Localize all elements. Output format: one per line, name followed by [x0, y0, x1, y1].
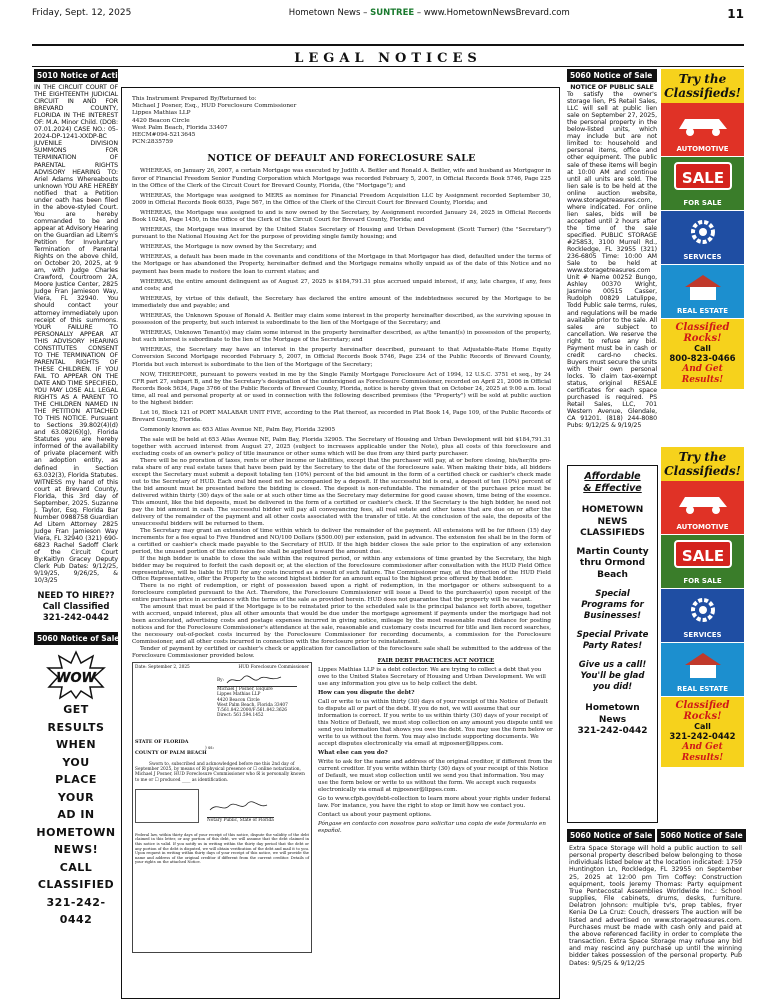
notice-paragraph: WHEREAS, Unknown Tenant(s) may claim some interest in the property hereinafter described, as a/the tenant(s) in possession of the property, but such interest is subordinate to the lien of the Mortgage of the Secretary; and: [132, 330, 551, 344]
sale-sign-text: SALE: [681, 547, 724, 565]
notice-paragraph: WHEREAS, the Mortgage was insured by the United States Secretary of Housing and Urban Development (Scott Turner) (the "Secretary") pursuant to the National Housing Act for the purpose of providing single family housing; and: [132, 227, 551, 241]
notice-paragraph: There will be no proration of taxes, rents or other income or liabilities, except that the purchaser will pay, at or before closing, his/her/its pro-rata share of any real estate taxes that have been paid by the Secretary to the date of the foreclosure sale. When making their bids, all bidders except the Secretary must submit a deposit totaling ten (10%) percent of the bid amount in the form of a certified check or cashier's check made out to the Secretary of HUD. Each oral bid need not be accompanied by a deposit. If the successful bid is oral, a deposit of ten (10%) percent of the bid amount must be presented before the bidding is closed. The deposit is non-refundable. The remainder of the purchase price must be delivered within thirty (30) days of the sale or at such other time as the Secretary may determine for good cause shown, time being of the essence. This amount, like the bid deposits, must be delivered in the form of a certified or cashier's check. If the Secretary is the high bidder, he need not pay the bid amount in cash. The successful bidder will pay all conveyancing fees, all real estate and other taxes that are due on or after the delivery of the remainder of the payment and all other costs associated with the transfer of title. At the conclusion of the sale, the deposits of the unsuccessful bidders will be returned to them.: [132, 458, 551, 527]
notice-paragraph: WHEREAS, by virtue of this default, the Secretary has declared the entire amount of the indebtedness secured by the Mortgage to be immediately due and payable; and: [132, 295, 551, 309]
automotive-tile: AUTOMOTIVE: [661, 103, 744, 157]
notice-paragraph: If the high bidder is unable to close the sale within the required period, or within any extensions of time granted by the Secretary, the high bidder may be required to forfeit the cash deposit or, at the election of the foreclosure commissioner after consultation with the HUD Field Office representative, will be liable to HUD for any costs incurred as a result of such failure. The Commissioner may, at the direction of the HUD Field Office Representative, offer the Property to the second highest bidder for an amount equal to the highest price offered by that bidder.: [132, 555, 551, 583]
notice-paragraph: The sale will be held at 653 Atlas Avenue NE, Palm Bay, Florida 32905. The Secretary of Housing and Urban Development will bid $184,791.31 together with accrued interest from August 27, 2025 (subject to increases applicable under the Note), plus all costs of this foreclosure and excluding costs of an owner's policy of title insurance or other sums which will be due from any third party purchaser.: [132, 437, 551, 458]
notice-of-sale-label: 5060 Notice of Sale: [34, 632, 118, 645]
notice-paragraph: WHEREAS, the Mortgage is now owned by the Secretary; and: [140, 244, 317, 251]
public-sale-label: 5060 Notice of Sale: [567, 69, 657, 82]
left-column: [34, 69, 129, 999]
call-box: Classified Rocks! Call 800-823-0466 And Get Results!: [661, 319, 744, 389]
get-results-ad: GET RESULTS WHEN YOU PLACE YOUR AD IN HOMETOWN NEWS! CALL CLASSIFIED 321-242-0442: [36, 703, 116, 927]
notice-title: NOTICE OF DEFAULT AND FORECLOSURE SALE: [207, 153, 476, 165]
notice-of-action-text: IN THE CIRCUIT COURT OF THE EIGHTEENTH JUDICIAL CIRCUIT IN AND FOR BREVARD COUNTY, FLORIDA IN THE INTEREST OF: M.A. Minor Child. (DOB: 07.01.2024) CASE NO.: 05-2024-DP-1241-XXDP-BC JUVENILE DIVISION SUMMONS FOR TERMINATION OF PARENTAL RIGHTS ADVISORY HEARING TO: Ariel Adams Whereabouts unknown YOU ARE HEREBY notified that a Petition under oath has been filed in the above-styled Court. You are hereby commanded to be and appear at Advisory Hearing on the Guardian ad Litem's Petition for Involuntary Termination of Parental Rights on the above child, on October 20, 2025, at 9 am, with Judge Charles Crawford, Courtroom 2A, Moore Justice Center, 2825 Judge Fran Jamieson Way, Viera, FL 32940. You should contact your attorney immediately upon receipt of this summons. YOUR FAILURE TO PERSONALLY APPEAR AT THIS ADVISORY HEARING CONSTITUTES CONSENT TO THE TERMINATION OF PARENTAL RIGHTS OF THESE CHILDREN. IF YOU FAIL TO APPEAR ON THE DATE AND TIME SPECIFIED, YOU MAY LOSE ALL LEGAL RIGHTS AS A PARENT TO THE CHILDREN NAMED IN THE PETITION ATTACHED TO THIS NOTICE. Pursuant to Sections 39.802(4)(d) and 63.082(6)(g), Florida Statutes you are hereby informed of the availability of private placement with an adoption entity, as defined in Section 63.032(3), Florida Statutes. WITNESS my hand of this court at Brevard County, Florida, this 3rd day of September, 2025. Suzanne J. Taylor, Esq. Florida Bar Number 0988758 Guardian Ad Litem Attorney 2825 Judge Fran Jamieson Way Viera, FL 32940 (321) 690-6823 Rachel Sadoff Clerk of the Circuit Court By:Kaitlyn Gracey Deputy Clerk Pub Dates: 9/12/25, 9/19/25, 9/26/25, & 10/3/25: [34, 84, 118, 585]
notice-body: [132, 168, 551, 660]
notice-paragraph: WHEREAS, the Secretary may have an interest in the property hereinafter described, pursuant to that Adjustable-Rate Home Equity Conversion Second Mortgage recorded February 5, 2007, in Official Records Book 5746, Page 234 of the Public Records of Brevard County, Florida but such interest is subordinate to the lien of the Mortgage of the Secretary;: [132, 347, 551, 368]
fdcpa-heading: FAIR DEBT PRACTICES ACT NOTICE: [377, 657, 495, 664]
gear-icon: [683, 597, 723, 623]
signature-block: By: Michael J Posner, Esquire Lippes Mathias LLP 4420 Beacon Circle West Palm Beach, Florida 33407 T:561.842.2000/F:561.842.3626 Direct: 561.594.1452: [217, 674, 309, 718]
notice-paragraph: NOW, THEREFORE, pursuant to powers vested in me by the Single Family Mortgage Foreclosure Act of 1994, 12 U.S.C. 3751 et seq., by 24 CFR part 27, subpart B, and by the Secretary's designation of the undersigned as Foreclosure Commissioner, recorded on April 21, 2006 in Official Records Book 5634, Page 3766 of the Public Records of Brevard County, Florida, notice is hereby given that on October 24, 2025 at 9:00 a.m. local time, all real and personal property at or used in connection with the following described premises (the "Property") will be sold at public auction to the highest bidder:: [132, 371, 551, 407]
notary-block: Notary Public, State of Florida: [135, 789, 309, 823]
issue-date: Friday, Sept. 12, 2025: [32, 8, 132, 18]
notice-of-action-label: 5010 Notice of Action: [34, 69, 118, 82]
sale-sign-icon: [673, 539, 733, 569]
house-icon: [681, 651, 725, 679]
gear-icon: [683, 219, 723, 245]
notary-signature-icon: [207, 800, 269, 814]
notice-of-sale-label: 5060 Notice of Sale: [567, 829, 655, 842]
sale-sign-icon: [673, 161, 733, 191]
foreclosure-notice: [121, 87, 560, 999]
notice-paragraph: The Secretary may grant an extension of time within which to deliver the remainder of the payment. All extensions will be for fifteen (15) day increments for a fee equal to Five Hundred and NO/100 Dollars ($500.00) per extension, paid in advance. The extension fee shall be in the form of a certified or cashier's check made payable to the Secretary of HUD. If the high bidder closes the sale prior to the expiration of any extension period, the unused portion of the extension fee shall be applied toward the amount due.: [132, 527, 551, 555]
notice-paragraph: Tender of payment by certified or cashier's check or application for cancellation of the foreclosure sale shall be submitted to the address of the Foreclosure Commissioner provided below.: [132, 646, 551, 659]
public-sale-notice: NOTICE OF PUBLIC SALE To satisfy the owner's storage lien, PS Retail Sales, LLC will sell at public lien sale on September 27, 2025, the personal property in the below-listed units, which may include but are not limited to: household and personal items, office and other equipment. The public sale of these items will begin at 10:00 AM and continue until all units are sold. The lien sale is to be held at the online auction website, www.storagetreasures.com, where indicated. For online lien sales, bids will be accepted until 2 hours after the time of the sale specified. PUBLIC STORAGE #25853, 3100 Murrell Rd., Rockledge, FL 32955 (321) 236-6805 Time: 10:00 AM Sale to be held at www.storagetreasures.com Unit # Name 00252 Bungo, Ashley 00370 Wright, Jasmine 00515 Casser, Rudolph 00829 Latulippe, Todd Public sale terms, rules, and regulations will be made available prior to the sale. All sales are subject to cancellation. We reserve the right to refuse any bid. Payment must be in cash or credit card-no checks. Buyers must secure the units with their own personal locks. To claim tax-exempt status, original RESALE certificates for each space purchased is required. PS Retail Sales, LLC, 701 Western Avenue, Glendale, CA 91201. (818) 244-8080 Pubs: 9/12/25 & 9/19/25: [567, 84, 657, 430]
notice-paragraph: There is no right of redemption, or right of possession based upon a right of redemption, in the mortgagor or others subsequent to a foreclosure completed pursuant to the Act. Therefore, the Foreclosure Commissioner will issue a Deed to the purchaser(s) upon receipt of the entire purchase price in accordance with the terms of the sale as provided herein. HUD does not guarantee that the property will be vacant.: [132, 583, 551, 604]
notice-paragraph: WHEREAS, the entire amount delinquent as of August 27, 2025 is $184,791.31 plus accrued unpaid interest, if any, late charges, if any, fees and costs; and: [132, 278, 551, 292]
phone-number: 321-242-0442: [669, 732, 736, 742]
page-number: 11: [727, 7, 744, 21]
edition-name: SUNTREE: [370, 8, 415, 18]
notice-label-row: [567, 829, 744, 842]
wow-text: WOW: [56, 671, 96, 687]
phone-number: 800-823-0466: [669, 354, 736, 364]
masthead-line: Hometown News – SUNTREE – www.HometownNewsBrevard.com: [288, 8, 570, 18]
notice-paragraph: WHEREAS, on January 26, 2007, a certain Mortgage was executed by Judith A. Beitler and Ronald A. Beitler, wife and husband as Mortgagor in favor of Financial Freedom Senior Funding Corporation which Mortgage was recorded February 5, 2007, in Official Records Book 5746, Page 225 in the Office of the Clerk of the Circuit Court for Brevard County, Florida, (the "Mortgage"); and: [132, 168, 551, 189]
house-icon: [681, 273, 725, 301]
car-icon: [675, 489, 731, 515]
try-classifieds-heading: Try the Classifieds!: [661, 69, 744, 103]
notice-paragraph: The amount that must be paid if the Mortgage is to be reinstated prior to the scheduled sale is the principal balance set forth above, together with accrued, unpaid interest, plus all other amounts that would be due under the mortgage agreement if payments under the mortgage had not been accelerated, advertising costs and postage expenses incurred in giving notice, mileage by the most reasonable road distance for posting notices and for the Foreclosure Commissioner's attendance at the sale, reasonable and customary costs incurred for title and lien record searches, the necessary out-of-pocket costs incurred by the Foreclosure Commissioner for recording documents, a commission for the Foreclosure Commissioner, and all other costs incurred in connection with the foreclosure prior to reinstatement.: [132, 604, 551, 646]
real-estate-tile: REAL ESTATE: [661, 265, 744, 319]
notice-paragraph: WHEREAS, a default has been made in the covenants and conditions of the Mortgage in that Mortgagor has died, defaulted under the terms of the Mortgage or has abandoned the Property, hereinafter defined and the Mortgage remains wholly unpaid as of the date of this Notice and no payment has been made to restore the loan to current status; and: [132, 254, 551, 275]
affidavit-image: Date: September 2, 2025 HUD Foreclosure Commissioner By: Michael J Posner, Esquire Lippes Mathias LLP 4420 Beacon Circle West Palm Beach, Florida 33407 T:561.842.2000/F:561.842.3626 Direct: 561.594.1452 STATE OF FLORIDA ) ss: COUNTY OF PALM BEACH Sworn to, subscribed and acknowledged before me this 2nd day of September 2025, by means of ☒ physical presence or ☐ online notarization, Michael J Posner, HUD Foreclosure Commissioner who ☒ is personally known to me or ☐ produced ____ as identification. Notary Public, State of Florida Federal law, within thirty days of your receipt of this notice, dispute the validity of the debt claimed in this letter, or any portion of this debt, we will assume that the debt claimed in this notice is valid. If you notify us in writing within the thirty day period that the debt or any portion of the debt is disputed, we will obtain verification of the debt and mail it to you. Upon request in writing within thirty days of your receipt of this notice, we will provide the name and address of the original creditor if different from the current creditor. Details of your rights on the attached Notice.: [132, 662, 312, 953]
sale-sign-text: SALE: [681, 169, 724, 187]
real-estate-tile: REAL ESTATE: [661, 643, 744, 697]
extra-space-notice: [567, 829, 744, 999]
notice-of-sale-label: 5060 Notice of Sale: [657, 829, 745, 842]
notice-paragraph: WHEREAS, the Mortgage was assigned to MERS as nominee for Financial Freedom Acquisition LLC by Assignment recorded September 30, 2009 in Official Records Book 6035, Page 567, in the Office of the Clerk of the Circuit Court for Brevard County, Florida; and: [132, 192, 551, 206]
try-classifieds-heading: Try the Classifieds!: [661, 447, 744, 481]
notice-paragraph: WHEREAS, the Mortgage was assigned to and is now owned by the Secretary, by Assignment recorded January 24, 2025 in Official Records Book 10248, Page 1450, in the Office of the Clerk of the Circuit Court for Brevard County, Florida; and: [132, 209, 551, 223]
preparer-block: This Instrument Prepared By/Returned to: Michael J Posner, Esq., HUD Foreclosure Commissioner Lippes Mathias LLP 4420 Beacon Circle West Palm Beach, Florida 33407 HECM#094-5213645 PCN:2835759: [132, 96, 297, 146]
title-rule: [32, 66, 744, 67]
services-tile: SERVICES: [661, 589, 744, 643]
try-classifieds-ad: [661, 447, 744, 767]
section-title: LEGAL NOTICES: [294, 51, 482, 66]
notary-stamp: [135, 789, 199, 823]
car-icon: [675, 111, 731, 137]
need-to-hire-ad: NEED TO HIRE?? Call Classified 321-242-0442: [37, 591, 115, 624]
header-rule: [32, 44, 744, 46]
fdcpa-notice: FAIR DEBT PRACTICES ACT NOTICE Lippes Mathias LLP is a debt collector. We are trying to collect a debt that you owe to the United States Secretary of Housing and Urban Development. We will use any information you give us to help collect the debt. How can you dispute the debt? Call or write to us within thirty (30) days of your receipt of this Notice of Default to dispute all or part of the debt. If you do not, we will assume that our information is correct. If you write to us within thirty (30) days of your receipt of this Notice of Default, we must stop collection on any amount you dispute until we send you information that shows you owe the debt. You may use the form below or write to us without the form. You may also include supporting documents. We accept disputes electronically via email at mjposner@lippes.com. What else can you do? Write to ask for the name and address of the original creditor, if different from the current creditor. If you write within thirty (30) days of your receipt of this Notice of Default, we must stop collection until we send you that information. You may use the form below or write to us without the form. We accept such requests electronically via email at mjposner@lippes.com. Go to www.cfpb.gov/debt-collection to learn more about your rights under federal law. For instance, you have the right to stop or limit how we contact you. Contact us about your payment options. Póngase en contacto con nosotros para solicitar una copia de este formulario en español.: [318, 657, 553, 834]
extra-space-text: Extra Space Storage will hold a public auction to sell personal property described below belonging to those individuals listed below at the location indicated: 1759 Huntington Ln, Rockledge, FL 32955 on September 25, 2025 at 12:00 pm Tim Coffey: Construction equipment, tools Jeremy Thomas: Party equipment True Pentecostal Assemblies Worldwide Inc.: School supplies, File cabinets, drums, desks, furniture. Delatron Johnson: multiple tv's, prep tables, fryer Kenia De La Cruz: Couch, dressers The auction will be listed and advertised on www.storagetreasures.com. Purchases must be made with cash only and paid at the above referenced facility in order to complete the transaction. Extra Space Storage may refuse any bid and may rescind any purchase up until the winning bidder takes possession of the personal property. Pub Dates: 9/5/25 & 9/12/25: [569, 845, 742, 967]
services-tile: SERVICES: [661, 211, 744, 265]
signature-icon: [225, 674, 285, 686]
notice-lower-section: [132, 657, 553, 962]
try-classifieds-ad: [661, 69, 744, 441]
automotive-tile: AUTOMOTIVE: [661, 481, 744, 535]
for-sale-tile: SALE FOR SALE: [661, 157, 744, 211]
call-box: Classified Rocks! Call 321-242-0442 And Get Results!: [661, 697, 744, 767]
for-sale-tile: SALE FOR SALE: [661, 535, 744, 589]
notice-paragraph: Lot 16, Block 121 of PORT MALABAR UNIT FIVE, according to the Plat thereof, as recorded in Plat Book 14, Page 109, of the Public Records of Brevard County, Florida.: [132, 410, 551, 424]
classifieds-ad-column: [661, 69, 744, 829]
wow-burst-icon: [47, 651, 105, 699]
notice-paragraph: Commonly known as: 653 Atlas Avenue NE, Palm Bay, Florida 32905: [140, 427, 336, 434]
notice-paragraph: WHEREAS, the Unknown Spouse of Ronald A. Beitler may claim some interest in the property hereinafter described, as the surviving spouse in possession of the property, but such interest is subordinate to the lien of the Mortgage of the Secretary; and: [132, 313, 551, 327]
classifieds-promo-box: Affordable & Effective HOMETOWN NEWS CLASSIFIEDS Martin County thru Ormond Beach Special Programs for Businesses! Special Private Party Rates! Give us a call! You'll be glad you did! Hometown News 321-242-0442: [567, 465, 658, 823]
page-header: [32, 8, 744, 22]
